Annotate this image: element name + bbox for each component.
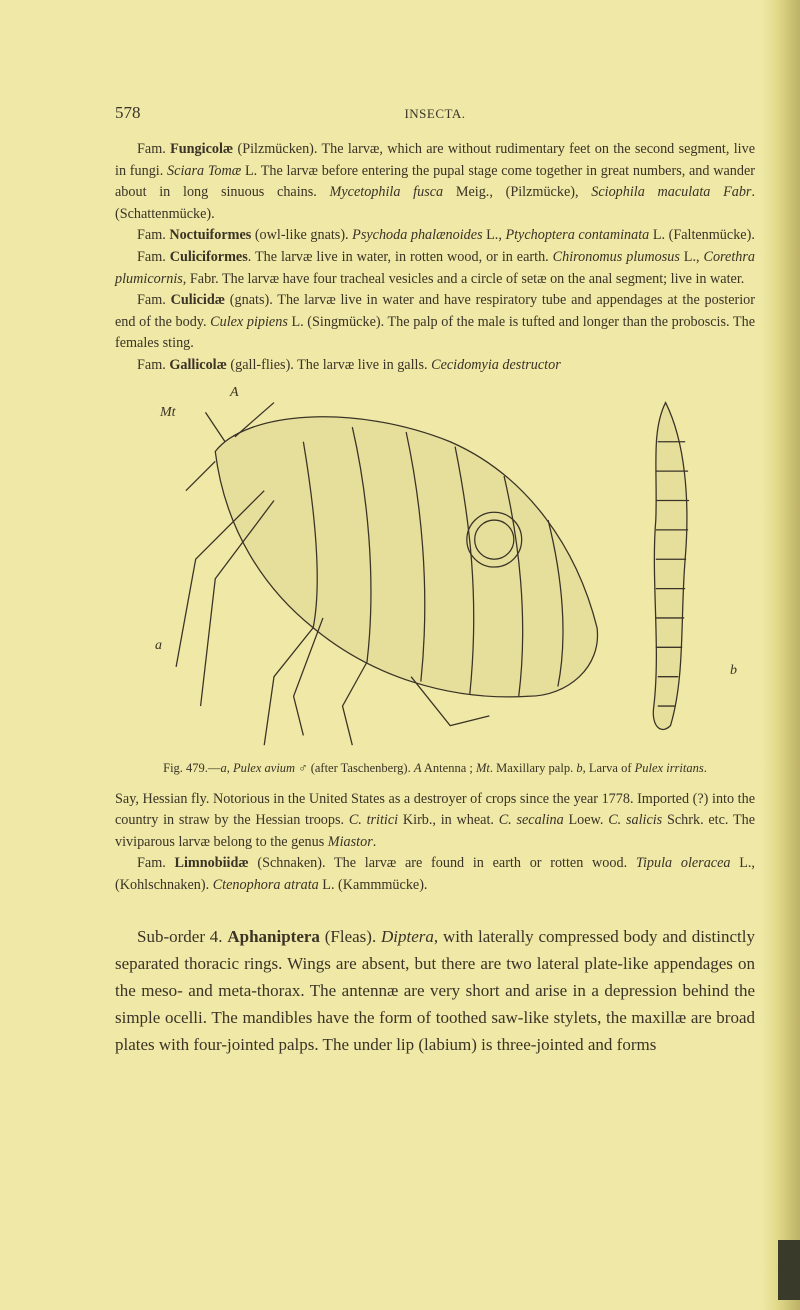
- paragraph: [115, 923, 755, 1058]
- paragraph: [115, 853, 755, 896]
- text-run: Fig. 479.—: [163, 760, 221, 775]
- text-run: (gall-flies). The larvæ live in galls.: [226, 356, 432, 373]
- text-run: Antenna ;: [421, 760, 476, 775]
- text-run: . Maxillary palp.: [489, 760, 577, 775]
- paragraph: [115, 789, 755, 854]
- taxon-heading: Limnobiidæ: [174, 855, 249, 872]
- text-run: Say, Hessian fly. Notorious in the United States as a destroyer of crops since the year 1778. Imported (?) into the country in straw by the Hessian troops.: [115, 790, 755, 829]
- page-body: [115, 139, 755, 1058]
- text-run: Meig., (Pilzmücke),: [443, 184, 592, 201]
- italic-name: Psychoda phalænoides: [352, 227, 483, 244]
- italic-name: Ptychoptera contaminata: [505, 227, 650, 244]
- italic-name: Culex pipiens: [210, 313, 288, 330]
- text-run: Schrk. etc. The viviparous larvæ belong to the genus: [115, 812, 756, 850]
- italic-name: Pulex irritans: [634, 760, 704, 775]
- text-run: ♂ (after Taschenberg).: [295, 760, 414, 775]
- taxon-heading: Culiciformes: [169, 248, 248, 265]
- label-antenna: A: [230, 384, 239, 400]
- italic-name: C. tritici: [348, 812, 399, 829]
- text-run: L. (Kammmücke).: [318, 876, 428, 893]
- italic-name: Corethra plumicornis: [115, 248, 755, 287]
- italic-name: b: [576, 760, 583, 775]
- italic-name: Mycetophila fusca: [329, 184, 444, 201]
- text-run: L.,: [482, 227, 506, 244]
- text-run: L. The larvæ before entering the pupal stage come together in great numbers, and wander about in long sinuous chains.: [115, 162, 756, 201]
- text-run: .: [703, 760, 707, 775]
- italic-name: C. salicis: [608, 812, 663, 829]
- text-run: Fam.: [137, 292, 171, 309]
- taxon-heading: Fungicolæ: [170, 141, 234, 157]
- page-edge-dark: [778, 1240, 800, 1300]
- text-run: (Pilzmücken). The larvæ, which are without rudimentary feet on the second segment, live in fungi.: [115, 141, 755, 179]
- text-run: L.,: [679, 248, 704, 265]
- taxon-heading: Noctuiformes: [169, 227, 252, 244]
- paragraph: [115, 247, 755, 290]
- running-title: INSECTA.: [404, 106, 466, 121]
- label-b: b: [730, 662, 737, 678]
- label-a: a: [155, 637, 162, 653]
- text-run: L., (Kohlschnaken).: [115, 855, 755, 893]
- text-run: (gnats). The larvæ live in water and have respiratory tube and appendages at the posterior end of the body.: [115, 292, 755, 330]
- page-number: 578: [115, 103, 141, 122]
- text-run: Sub-order 4.: [137, 926, 228, 946]
- middle-text: [115, 789, 755, 897]
- text-run: Fam.: [137, 227, 170, 244]
- text-run: , Larva of: [582, 760, 635, 775]
- text-run: (Fleas).: [319, 926, 382, 946]
- text-run: Fam.: [137, 141, 171, 157]
- paragraph: [115, 355, 755, 377]
- italic-name: A: [413, 760, 422, 775]
- italic-name: Diptera: [381, 926, 434, 946]
- taxon-heading: Culicidæ: [170, 292, 225, 309]
- text-run: Fam.: [137, 356, 170, 373]
- text-run: Fam.: [137, 248, 170, 265]
- italic-name: Sciophila maculata Fabr: [591, 184, 752, 201]
- italic-name: Sciara Tomæ: [167, 162, 242, 179]
- text-run: L. (Singmücke). The palp of the male is tufted and longer than the proboscis. The females sting.: [115, 313, 755, 352]
- paragraph: [115, 290, 755, 355]
- italic-name: C. secalina: [498, 812, 564, 829]
- suborder-aphaniptera: [115, 923, 755, 1058]
- text-run: Fam.: [137, 855, 175, 872]
- italic-name: Tipula oleracea: [635, 855, 731, 872]
- label-maxillary-palp: Mt: [160, 404, 176, 420]
- text-run: , Fabr. The larvæ have four tracheal vesicles and a circle of setæ on the anal segment; live in water.: [182, 270, 745, 287]
- text-run: Kirb., in wheat.: [398, 812, 499, 829]
- text-run: . The larvæ live in water, in rotten wood, or in earth.: [247, 248, 553, 265]
- text-run: , with laterally compressed body and distinctly separated thoracic rings. Wings are absent, but there are two lateral plate-like appendages on the meso- and meta-thorax. The antennæ are very short and arise in a depression behind the simple ocelli. The mandibles have the form of toothed saw-like stylets, the maxillæ are broad plates with four-jointed palps. The under lip (labium) is three-jointed and forms: [115, 926, 755, 1054]
- taxon-heading: Aphaniptera: [227, 926, 320, 946]
- figure-479: [150, 383, 770, 755]
- italic-name: a, Pulex avium: [220, 760, 296, 775]
- text-run: (owl-like gnats).: [251, 227, 353, 244]
- italic-name: Ctenophora atrata: [212, 876, 319, 893]
- text-run: . (Schattenmücke).: [115, 184, 755, 222]
- paragraph: [115, 225, 755, 247]
- text-run: .: [372, 833, 377, 850]
- text-run: L. (Faltenmücke).: [649, 227, 755, 244]
- text-run: (Schnaken). The larvæ are found in earth or rotten wood.: [248, 855, 636, 872]
- italic-name: Miastor: [327, 833, 373, 850]
- italic-name: Chironomus plumosus: [552, 248, 680, 265]
- top-text: [115, 139, 755, 377]
- taxon-heading: Gallicolæ: [169, 356, 227, 373]
- paragraph: [115, 139, 755, 225]
- figure-caption: [115, 759, 755, 777]
- italic-name: Cecidomyia destructor: [431, 356, 561, 373]
- text-run: Loew.: [563, 812, 609, 829]
- italic-name: Mt: [475, 760, 490, 775]
- page-header: [115, 103, 755, 125]
- flea-illustration: [150, 383, 770, 755]
